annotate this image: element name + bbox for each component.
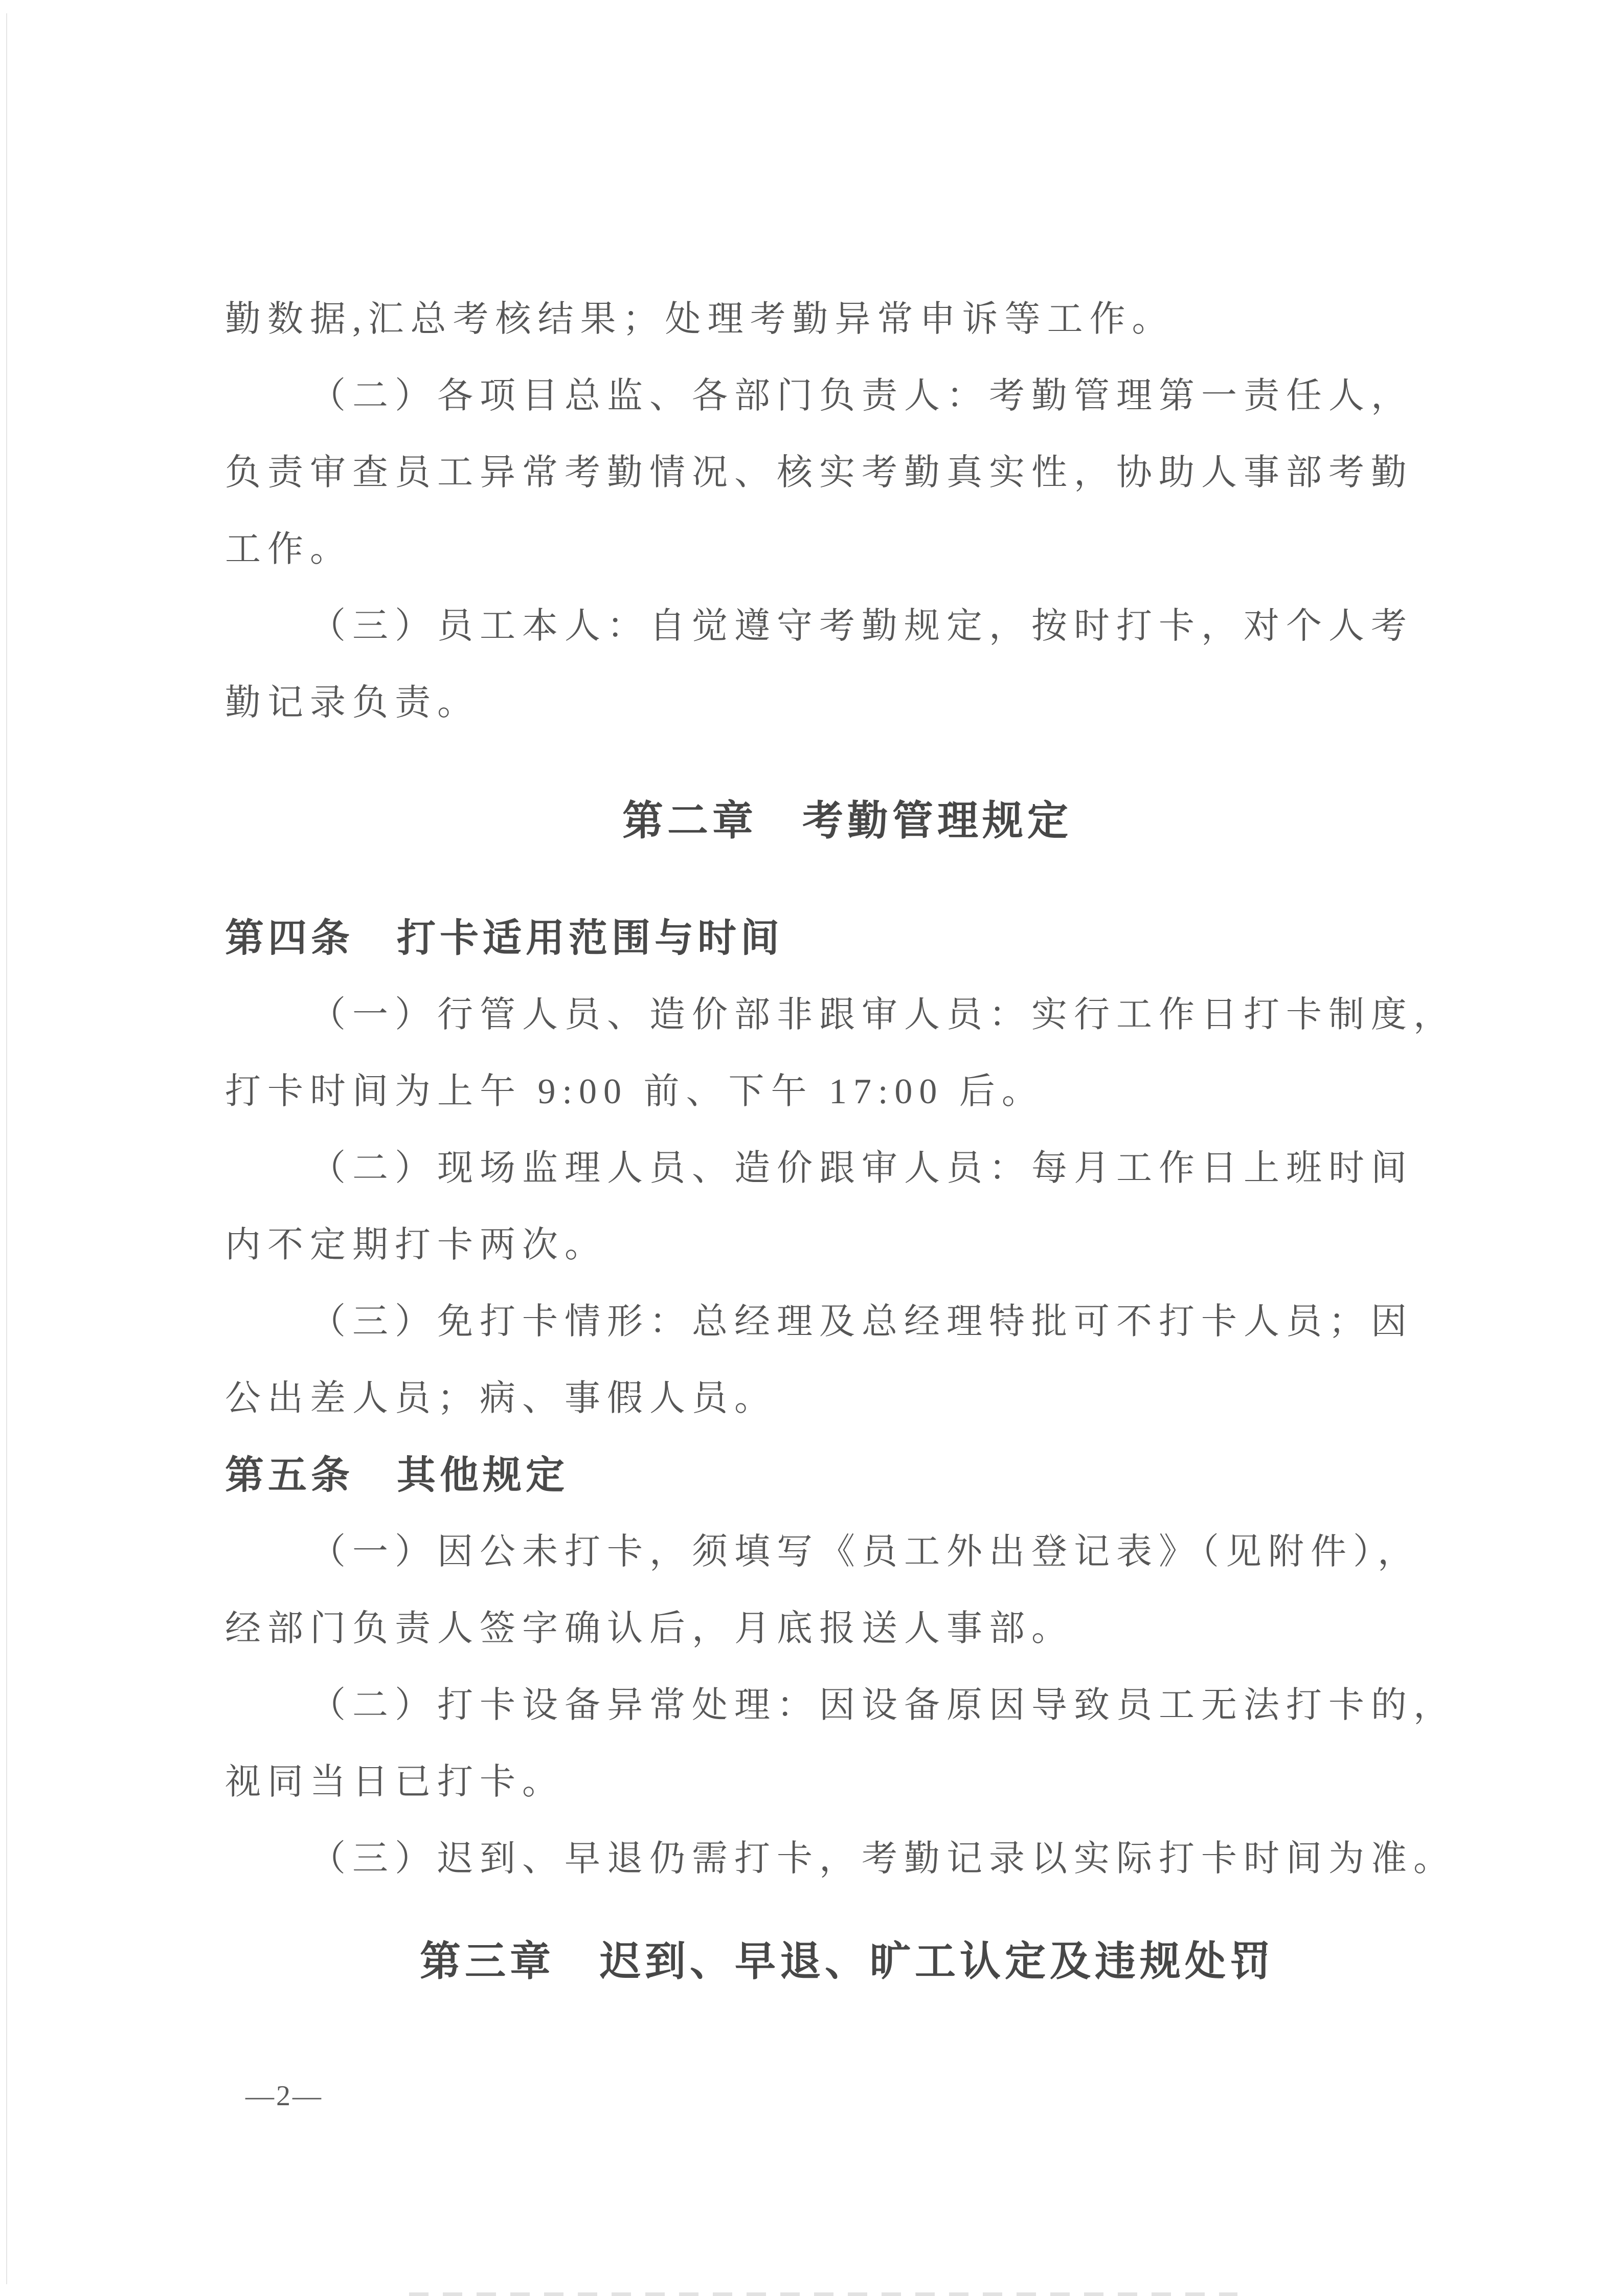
body-line-continuation: 工作。: [225, 530, 352, 569]
body-line-item-2: （二）打卡设备异常处理：因设备原因导致员工无法打卡的，: [310, 1686, 1456, 1725]
body-line-item-3: （三）迟到、早退仍需打卡，考勤记录以实际打卡时间为准。: [310, 1839, 1456, 1879]
body-line-continuation: 公出差人员；病、事假人员。: [225, 1379, 777, 1418]
body-line-continuation: 勤数据,汇总考核结果；处理考勤异常申诉等工作。: [225, 300, 1175, 339]
body-line-continuation: 打卡时间为上午 9:00 前、下午 17:00 后。: [225, 1072, 1044, 1111]
body-line-item-2: （二）各项目总监、各部门负责人：考勤管理第一责任人，: [310, 376, 1413, 416]
body-line-item-2: （二）现场监理人员、造价跟审人员：每月工作日上班时间: [310, 1149, 1413, 1188]
page-number: —2—: [245, 2080, 323, 2112]
body-line-item-1: （一）因公未打卡，须填写《员工外出登记表》（见附件），: [310, 1532, 1420, 1572]
body-line-item-3: （三）免打卡情形：总经理及总经理特批可不打卡人员；因: [310, 1302, 1413, 1342]
article-5-heading: 第五条 其他规定: [225, 1454, 569, 1497]
body-line-continuation: 视同当日已打卡。: [225, 1763, 565, 1802]
chapter-3-heading: 第三章 迟到、早退、旷工认定及违规处罚: [420, 1938, 1275, 1984]
scan-smudge-artifact: [409, 2292, 1237, 2296]
body-line-continuation: 负责审查员工异常考勤情况、核实考勤真实性，协助人事部考勤: [225, 453, 1413, 493]
body-line-item-1: （一）行管人员、造价部非跟审人员：实行工作日打卡制度，: [310, 995, 1456, 1035]
article-4-heading: 第四条 打卡适用范围与时间: [225, 917, 783, 960]
scan-edge-artifact: [6, 13, 7, 2284]
body-line-continuation: 经部门负责人签字确认后，月底报送人事部。: [225, 1609, 1074, 1648]
body-line-continuation: 内不定期打卡两次。: [225, 1225, 607, 1265]
body-line-item-3: （三）员工本人：自觉遵守考勤规定，按时打卡，对个人考: [310, 607, 1413, 646]
chapter-2-heading: 第二章 考勤管理规定: [622, 798, 1072, 843]
document-content: [225, 281, 1470, 2000]
body-line-continuation: 勤记录负责。: [225, 683, 480, 723]
